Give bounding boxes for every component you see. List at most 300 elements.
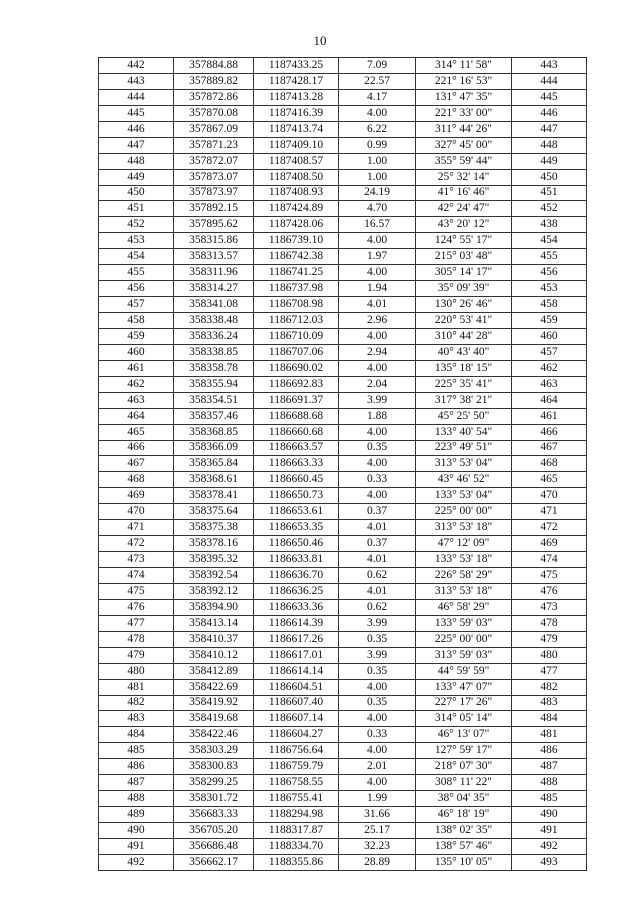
x-coordinate-cell: 358301.72 xyxy=(174,791,254,807)
x-coordinate-cell: 356683.33 xyxy=(174,807,254,823)
next-point-cell: 450 xyxy=(512,169,587,185)
x-coordinate-cell: 357873.97 xyxy=(174,185,254,201)
bearing-cell: 130° 26' 46" xyxy=(416,297,512,313)
table-row xyxy=(99,568,587,584)
table-row xyxy=(99,105,587,121)
next-point-cell: 487 xyxy=(512,759,587,775)
point-id-cell: 492 xyxy=(99,854,174,870)
y-coordinate-cell: 1186633.36 xyxy=(254,599,339,615)
x-coordinate-cell: 358419.92 xyxy=(174,695,254,711)
next-point-cell: 444 xyxy=(512,73,587,89)
point-id-cell: 473 xyxy=(99,552,174,568)
distance-cell: 4.00 xyxy=(339,424,416,440)
next-point-cell: 449 xyxy=(512,153,587,169)
bearing-cell: 124° 55' 17" xyxy=(416,233,512,249)
x-coordinate-cell: 358410.37 xyxy=(174,631,254,647)
point-id-cell: 453 xyxy=(99,233,174,249)
y-coordinate-cell: 1186758.55 xyxy=(254,775,339,791)
distance-cell: 0.35 xyxy=(339,440,416,456)
x-coordinate-cell: 358313.57 xyxy=(174,249,254,265)
x-coordinate-cell: 358341.08 xyxy=(174,297,254,313)
point-id-cell: 475 xyxy=(99,583,174,599)
x-coordinate-cell: 358366.09 xyxy=(174,440,254,456)
table-row xyxy=(99,265,587,281)
x-coordinate-cell: 358357.46 xyxy=(174,408,254,424)
next-point-cell: 459 xyxy=(512,313,587,329)
point-id-cell: 442 xyxy=(99,58,174,74)
table-row xyxy=(99,281,587,297)
y-coordinate-cell: 1186650.46 xyxy=(254,536,339,552)
x-coordinate-cell: 357889.82 xyxy=(174,73,254,89)
y-coordinate-cell: 1186614.39 xyxy=(254,615,339,631)
distance-cell: 0.33 xyxy=(339,727,416,743)
bearing-cell: 327° 45' 00" xyxy=(416,137,512,153)
x-coordinate-cell: 357871.23 xyxy=(174,137,254,153)
y-coordinate-cell: 1188294.98 xyxy=(254,807,339,823)
distance-cell: 2.96 xyxy=(339,313,416,329)
x-coordinate-cell: 357872.07 xyxy=(174,153,254,169)
y-coordinate-cell: 1186739.10 xyxy=(254,233,339,249)
point-id-cell: 482 xyxy=(99,695,174,711)
y-coordinate-cell: 1187408.93 xyxy=(254,185,339,201)
y-coordinate-cell: 1186636.25 xyxy=(254,583,339,599)
y-coordinate-cell: 1187416.39 xyxy=(254,105,339,121)
distance-cell: 31.66 xyxy=(339,807,416,823)
next-point-cell: 467 xyxy=(512,440,587,456)
table-row xyxy=(99,663,587,679)
x-coordinate-cell: 358358.78 xyxy=(174,360,254,376)
x-coordinate-cell: 358422.46 xyxy=(174,727,254,743)
point-id-cell: 471 xyxy=(99,520,174,536)
point-id-cell: 472 xyxy=(99,536,174,552)
distance-cell: 0.99 xyxy=(339,137,416,153)
bearing-cell: 135° 18' 15" xyxy=(416,360,512,376)
bearing-cell: 133° 40' 54" xyxy=(416,424,512,440)
y-coordinate-cell: 1187424.89 xyxy=(254,201,339,217)
y-coordinate-cell: 1186712.03 xyxy=(254,313,339,329)
x-coordinate-cell: 358422.69 xyxy=(174,679,254,695)
distance-cell: 4.00 xyxy=(339,679,416,695)
x-coordinate-cell: 357895.62 xyxy=(174,217,254,233)
distance-cell: 0.62 xyxy=(339,568,416,584)
table-row xyxy=(99,520,587,536)
x-coordinate-cell: 356686.48 xyxy=(174,838,254,854)
point-id-cell: 449 xyxy=(99,169,174,185)
distance-cell: 3.99 xyxy=(339,392,416,408)
x-coordinate-cell: 358395.32 xyxy=(174,552,254,568)
x-coordinate-cell: 357892.15 xyxy=(174,201,254,217)
point-id-cell: 478 xyxy=(99,631,174,647)
table-row xyxy=(99,823,587,839)
next-point-cell: 493 xyxy=(512,854,587,870)
y-coordinate-cell: 1188355.86 xyxy=(254,854,339,870)
table-row xyxy=(99,456,587,472)
page-number: 10 xyxy=(313,33,327,48)
bearing-cell: 227° 17' 26" xyxy=(416,695,512,711)
point-id-cell: 463 xyxy=(99,392,174,408)
table-row xyxy=(99,121,587,137)
point-id-cell: 468 xyxy=(99,472,174,488)
y-coordinate-cell: 1186607.14 xyxy=(254,711,339,727)
x-coordinate-cell: 357884.88 xyxy=(174,58,254,74)
next-point-cell: 460 xyxy=(512,328,587,344)
bearing-cell: 218° 07' 30" xyxy=(416,759,512,775)
bearing-cell: 138° 57' 46" xyxy=(416,838,512,854)
x-coordinate-cell: 357867.09 xyxy=(174,121,254,137)
bearing-cell: 35° 09' 39" xyxy=(416,281,512,297)
distance-cell: 1.00 xyxy=(339,153,416,169)
point-id-cell: 484 xyxy=(99,727,174,743)
y-coordinate-cell: 1186663.33 xyxy=(254,456,339,472)
point-id-cell: 491 xyxy=(99,838,174,854)
y-coordinate-cell: 1187409.10 xyxy=(254,137,339,153)
point-id-cell: 483 xyxy=(99,711,174,727)
y-coordinate-cell: 1186741.25 xyxy=(254,265,339,281)
x-coordinate-cell: 358365.84 xyxy=(174,456,254,472)
y-coordinate-cell: 1186617.01 xyxy=(254,647,339,663)
y-coordinate-cell: 1186691.37 xyxy=(254,392,339,408)
next-point-cell: 446 xyxy=(512,105,587,121)
table-row xyxy=(99,711,587,727)
distance-cell: 0.37 xyxy=(339,504,416,520)
distance-cell: 2.01 xyxy=(339,759,416,775)
distance-cell: 0.33 xyxy=(339,472,416,488)
next-point-cell: 462 xyxy=(512,360,587,376)
point-id-cell: 470 xyxy=(99,504,174,520)
next-point-cell: 484 xyxy=(512,711,587,727)
table-row xyxy=(99,775,587,791)
x-coordinate-cell: 358394.90 xyxy=(174,599,254,615)
x-coordinate-cell: 357872.86 xyxy=(174,89,254,105)
distance-cell: 4.00 xyxy=(339,456,416,472)
distance-cell: 4.00 xyxy=(339,265,416,281)
next-point-cell: 478 xyxy=(512,615,587,631)
next-point-cell: 470 xyxy=(512,488,587,504)
x-coordinate-cell: 358375.64 xyxy=(174,504,254,520)
table-row xyxy=(99,58,587,74)
next-point-cell: 455 xyxy=(512,249,587,265)
distance-cell: 4.00 xyxy=(339,711,416,727)
next-point-cell: 463 xyxy=(512,376,587,392)
table-row xyxy=(99,854,587,870)
point-id-cell: 479 xyxy=(99,647,174,663)
y-coordinate-cell: 1186660.68 xyxy=(254,424,339,440)
y-coordinate-cell: 1188317.87 xyxy=(254,823,339,839)
y-coordinate-cell: 1186710.09 xyxy=(254,328,339,344)
distance-cell: 28.89 xyxy=(339,854,416,870)
next-point-cell: 448 xyxy=(512,137,587,153)
y-coordinate-cell: 1186636.70 xyxy=(254,568,339,584)
bearing-cell: 314° 05' 14" xyxy=(416,711,512,727)
bearing-cell: 47° 12' 09" xyxy=(416,536,512,552)
distance-cell: 4.00 xyxy=(339,328,416,344)
next-point-cell: 475 xyxy=(512,568,587,584)
point-id-cell: 444 xyxy=(99,89,174,105)
table-row xyxy=(99,185,587,201)
next-point-cell: 438 xyxy=(512,217,587,233)
point-id-cell: 454 xyxy=(99,249,174,265)
x-coordinate-cell: 357873.07 xyxy=(174,169,254,185)
point-id-cell: 477 xyxy=(99,615,174,631)
bearing-cell: 43° 20' 12" xyxy=(416,217,512,233)
table-row xyxy=(99,201,587,217)
table-row xyxy=(99,344,587,360)
y-coordinate-cell: 1186660.45 xyxy=(254,472,339,488)
x-coordinate-cell: 358336.24 xyxy=(174,328,254,344)
y-coordinate-cell: 1187413.74 xyxy=(254,121,339,137)
y-coordinate-cell: 1187408.50 xyxy=(254,169,339,185)
point-id-cell: 488 xyxy=(99,791,174,807)
y-coordinate-cell: 1186607.40 xyxy=(254,695,339,711)
table-row xyxy=(99,137,587,153)
next-point-cell: 492 xyxy=(512,838,587,854)
table-row xyxy=(99,424,587,440)
next-point-cell: 480 xyxy=(512,647,587,663)
next-point-cell: 461 xyxy=(512,408,587,424)
point-id-cell: 486 xyxy=(99,759,174,775)
table-row xyxy=(99,440,587,456)
x-coordinate-cell: 358412.89 xyxy=(174,663,254,679)
bearing-cell: 46° 18' 19" xyxy=(416,807,512,823)
next-point-cell: 466 xyxy=(512,424,587,440)
bearing-cell: 133° 59' 03" xyxy=(416,615,512,631)
x-coordinate-cell: 358303.29 xyxy=(174,743,254,759)
next-point-cell: 454 xyxy=(512,233,587,249)
point-id-cell: 474 xyxy=(99,568,174,584)
x-coordinate-cell: 358419.68 xyxy=(174,711,254,727)
bearing-cell: 41° 16' 46" xyxy=(416,185,512,201)
next-point-cell: 447 xyxy=(512,121,587,137)
distance-cell: 2.04 xyxy=(339,376,416,392)
y-coordinate-cell: 1186633.81 xyxy=(254,552,339,568)
bearing-cell: 38° 04' 35" xyxy=(416,791,512,807)
point-id-cell: 460 xyxy=(99,344,174,360)
y-coordinate-cell: 1186688.68 xyxy=(254,408,339,424)
bearing-cell: 225° 35' 41" xyxy=(416,376,512,392)
table-row xyxy=(99,727,587,743)
distance-cell: 4.01 xyxy=(339,520,416,536)
y-coordinate-cell: 1187413.28 xyxy=(254,89,339,105)
next-point-cell: 490 xyxy=(512,807,587,823)
x-coordinate-cell: 356705.20 xyxy=(174,823,254,839)
next-point-cell: 457 xyxy=(512,344,587,360)
distance-cell: 3.99 xyxy=(339,615,416,631)
y-coordinate-cell: 1186755.41 xyxy=(254,791,339,807)
bearing-cell: 131° 47' 35" xyxy=(416,89,512,105)
point-id-cell: 455 xyxy=(99,265,174,281)
distance-cell: 0.37 xyxy=(339,536,416,552)
point-id-cell: 467 xyxy=(99,456,174,472)
bearing-cell: 305° 14' 17" xyxy=(416,265,512,281)
y-coordinate-cell: 1186742.38 xyxy=(254,249,339,265)
bearing-cell: 308° 11' 22" xyxy=(416,775,512,791)
point-id-cell: 452 xyxy=(99,217,174,233)
table-row xyxy=(99,743,587,759)
next-point-cell: 481 xyxy=(512,727,587,743)
bearing-cell: 215° 03' 48" xyxy=(416,249,512,265)
y-coordinate-cell: 1186708.98 xyxy=(254,297,339,313)
bearing-cell: 313° 53' 04" xyxy=(416,456,512,472)
table-row xyxy=(99,791,587,807)
point-id-cell: 469 xyxy=(99,488,174,504)
point-id-cell: 476 xyxy=(99,599,174,615)
point-id-cell: 450 xyxy=(99,185,174,201)
distance-cell: 25.17 xyxy=(339,823,416,839)
bearing-cell: 314° 11' 58" xyxy=(416,58,512,74)
next-point-cell: 485 xyxy=(512,791,587,807)
x-coordinate-cell: 358410.12 xyxy=(174,647,254,663)
next-point-cell: 488 xyxy=(512,775,587,791)
bearing-cell: 221° 33' 00" xyxy=(416,105,512,121)
x-coordinate-cell: 358392.54 xyxy=(174,568,254,584)
bearing-cell: 310° 44' 28" xyxy=(416,328,512,344)
table-row xyxy=(99,488,587,504)
distance-cell: 1.99 xyxy=(339,791,416,807)
y-coordinate-cell: 1186653.61 xyxy=(254,504,339,520)
point-id-cell: 466 xyxy=(99,440,174,456)
table-row xyxy=(99,392,587,408)
bearing-cell: 133° 53' 18" xyxy=(416,552,512,568)
y-coordinate-cell: 1187408.57 xyxy=(254,153,339,169)
next-point-cell: 474 xyxy=(512,552,587,568)
next-point-cell: 456 xyxy=(512,265,587,281)
table-row xyxy=(99,297,587,313)
y-coordinate-cell: 1188334.70 xyxy=(254,838,339,854)
bearing-cell: 45° 25' 50" xyxy=(416,408,512,424)
x-coordinate-cell: 358355.94 xyxy=(174,376,254,392)
bearing-cell: 42° 24' 47" xyxy=(416,201,512,217)
bearing-cell: 225° 00' 00" xyxy=(416,504,512,520)
x-coordinate-cell: 358314.27 xyxy=(174,281,254,297)
bearing-cell: 317° 38' 21" xyxy=(416,392,512,408)
distance-cell: 1.88 xyxy=(339,408,416,424)
next-point-cell: 443 xyxy=(512,58,587,74)
x-coordinate-cell: 358338.48 xyxy=(174,313,254,329)
y-coordinate-cell: 1186617.26 xyxy=(254,631,339,647)
y-coordinate-cell: 1186707.06 xyxy=(254,344,339,360)
x-coordinate-cell: 357870.08 xyxy=(174,105,254,121)
x-coordinate-cell: 356662.17 xyxy=(174,854,254,870)
x-coordinate-cell: 358315.86 xyxy=(174,233,254,249)
bearing-cell: 226° 58' 29" xyxy=(416,568,512,584)
x-coordinate-cell: 358378.41 xyxy=(174,488,254,504)
next-point-cell: 465 xyxy=(512,472,587,488)
table-row xyxy=(99,472,587,488)
distance-cell: 32.23 xyxy=(339,838,416,854)
next-point-cell: 479 xyxy=(512,631,587,647)
distance-cell: 4.00 xyxy=(339,775,416,791)
y-coordinate-cell: 1186759.79 xyxy=(254,759,339,775)
distance-cell: 0.35 xyxy=(339,631,416,647)
distance-cell: 7.09 xyxy=(339,58,416,74)
x-coordinate-cell: 358378.16 xyxy=(174,536,254,552)
distance-cell: 1.97 xyxy=(339,249,416,265)
next-point-cell: 491 xyxy=(512,823,587,839)
point-id-cell: 461 xyxy=(99,360,174,376)
bearing-cell: 220° 53' 41" xyxy=(416,313,512,329)
point-id-cell: 480 xyxy=(99,663,174,679)
distance-cell: 0.35 xyxy=(339,695,416,711)
distance-cell: 6.22 xyxy=(339,121,416,137)
table-row xyxy=(99,504,587,520)
table-row xyxy=(99,376,587,392)
table-row xyxy=(99,807,587,823)
table-row xyxy=(99,583,587,599)
bearing-cell: 225° 00' 00" xyxy=(416,631,512,647)
table-row xyxy=(99,552,587,568)
next-point-cell: 471 xyxy=(512,504,587,520)
distance-cell: 2.94 xyxy=(339,344,416,360)
point-id-cell: 458 xyxy=(99,313,174,329)
y-coordinate-cell: 1186692.83 xyxy=(254,376,339,392)
next-point-cell: 458 xyxy=(512,297,587,313)
distance-cell: 4.70 xyxy=(339,201,416,217)
y-coordinate-cell: 1186604.27 xyxy=(254,727,339,743)
point-id-cell: 487 xyxy=(99,775,174,791)
y-coordinate-cell: 1186614.14 xyxy=(254,663,339,679)
y-coordinate-cell: 1186737.98 xyxy=(254,281,339,297)
table-row xyxy=(99,360,587,376)
table-row xyxy=(99,233,587,249)
x-coordinate-cell: 358300.83 xyxy=(174,759,254,775)
point-id-cell: 465 xyxy=(99,424,174,440)
distance-cell: 4.01 xyxy=(339,583,416,599)
bearing-cell: 44° 59' 59" xyxy=(416,663,512,679)
next-point-cell: 472 xyxy=(512,520,587,536)
table-row xyxy=(99,249,587,265)
next-point-cell: 483 xyxy=(512,695,587,711)
point-id-cell: 485 xyxy=(99,743,174,759)
next-point-cell: 445 xyxy=(512,89,587,105)
distance-cell: 4.00 xyxy=(339,360,416,376)
bearing-cell: 135° 10' 05" xyxy=(416,854,512,870)
table-row xyxy=(99,599,587,615)
table-row xyxy=(99,89,587,105)
x-coordinate-cell: 358354.51 xyxy=(174,392,254,408)
point-id-cell: 457 xyxy=(99,297,174,313)
distance-cell: 0.62 xyxy=(339,599,416,615)
next-point-cell: 453 xyxy=(512,281,587,297)
point-id-cell: 456 xyxy=(99,281,174,297)
y-coordinate-cell: 1186756.64 xyxy=(254,743,339,759)
table-row xyxy=(99,536,587,552)
table-row xyxy=(99,328,587,344)
point-id-cell: 451 xyxy=(99,201,174,217)
x-coordinate-cell: 358392.12 xyxy=(174,583,254,599)
distance-cell: 1.94 xyxy=(339,281,416,297)
table-row xyxy=(99,838,587,854)
table-row xyxy=(99,169,587,185)
point-id-cell: 462 xyxy=(99,376,174,392)
bearing-cell: 313° 59' 03" xyxy=(416,647,512,663)
next-point-cell: 451 xyxy=(512,185,587,201)
distance-cell: 4.00 xyxy=(339,233,416,249)
bearing-cell: 46° 58' 29" xyxy=(416,599,512,615)
bearing-cell: 25° 32' 14" xyxy=(416,169,512,185)
y-coordinate-cell: 1186604.51 xyxy=(254,679,339,695)
distance-cell: 0.35 xyxy=(339,663,416,679)
point-id-cell: 448 xyxy=(99,153,174,169)
y-coordinate-cell: 1187433.25 xyxy=(254,58,339,74)
point-id-cell: 445 xyxy=(99,105,174,121)
next-point-cell: 452 xyxy=(512,201,587,217)
next-point-cell: 482 xyxy=(512,679,587,695)
next-point-cell: 469 xyxy=(512,536,587,552)
distance-cell: 4.01 xyxy=(339,552,416,568)
next-point-cell: 473 xyxy=(512,599,587,615)
distance-cell: 16.57 xyxy=(339,217,416,233)
y-coordinate-cell: 1186663.57 xyxy=(254,440,339,456)
